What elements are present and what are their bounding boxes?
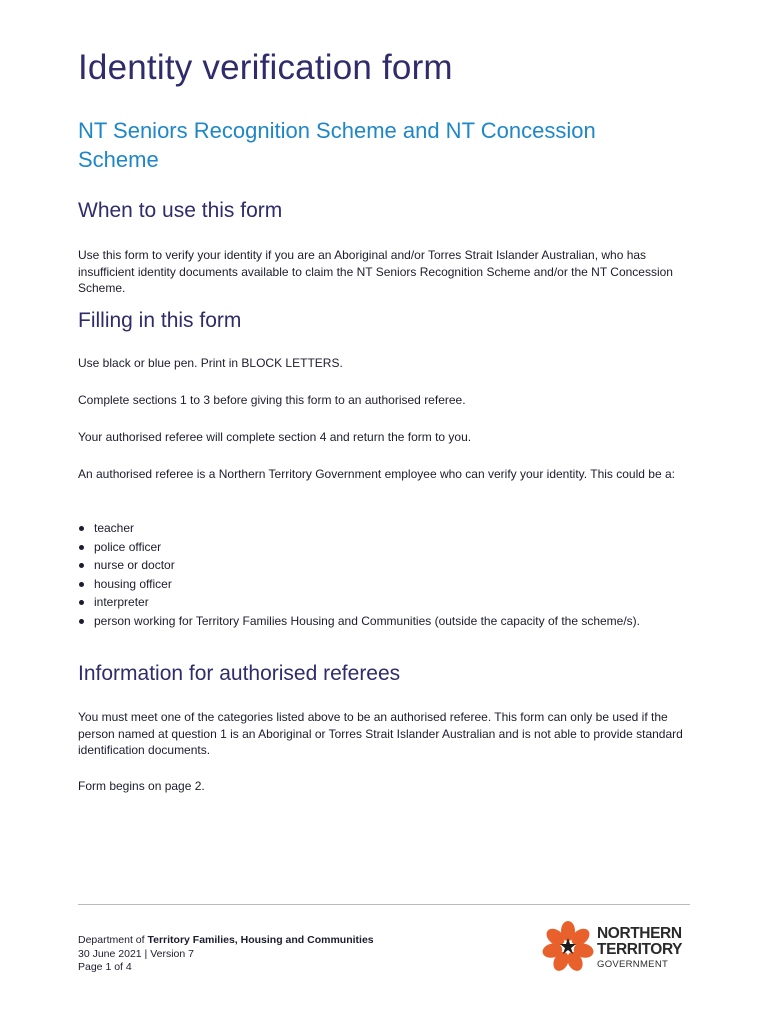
list-item <box>78 612 640 631</box>
list-item-text: housing officer <box>94 576 172 591</box>
list-item-text: teacher <box>94 521 135 535</box>
page-subtitle: NT Seniors Recognition Scheme and NT Concession Scheme <box>78 118 596 172</box>
footer-department <box>78 934 374 948</box>
referees-p1: You must meet one of the categories listed above to be an authorised referee. This form can only be used if the person named at question 1 is an Aboriginal or Torres Strait Islander Australian and is not able to provide standard identification documents. <box>78 710 683 757</box>
when-body: Use this form to verify your identity if you are an Aboriginal and/or Torres Strait Islander Australian, who has insufficient identity documents available to claim the NT Seniors Recognition Scheme and/or the NT Concession Scheme. <box>78 248 673 295</box>
footer-date-version: 30 June 2021 | Version 7 <box>78 947 194 960</box>
footer-page-number: Page 1 of 4 <box>78 961 132 973</box>
bullet-icon <box>79 545 84 550</box>
list-item <box>78 556 640 575</box>
logo-line-northern: NORTHERN <box>597 925 682 942</box>
page-title: Identity verification form <box>78 48 453 87</box>
desert-rose-icon <box>541 917 597 975</box>
list-item <box>78 593 640 612</box>
list-item <box>78 538 640 557</box>
list-item-text: nurse or doctor <box>94 558 175 572</box>
logo-line-government: GOVERNMENT <box>597 959 669 970</box>
referees-heading: Information for authorised referees <box>78 662 401 685</box>
list-item <box>78 575 640 594</box>
bullet-icon <box>79 619 84 624</box>
when-heading: When to use this form <box>78 199 283 222</box>
logo-line-territory: TERRITORY <box>597 941 683 958</box>
footer-department-prefix: Department of <box>78 934 145 946</box>
filling-p3: Your authorised referee will complete section 4 and return the form to you. <box>78 430 472 444</box>
bullet-icon <box>79 582 84 587</box>
footer-department-name: Territory Families, Housing and Communities <box>147 934 374 946</box>
list-item-text: police officer <box>94 539 162 554</box>
referee-types-list <box>78 519 640 630</box>
referees-p2: Form begins on page 2. <box>78 779 205 793</box>
footer <box>78 934 374 975</box>
filling-heading: Filling in this form <box>78 309 242 332</box>
list-item <box>78 519 640 538</box>
logo-wordmark <box>597 926 682 971</box>
filling-p1: Use black or blue pen. Print in BLOCK LETTERS. <box>78 356 343 370</box>
nt-government-logo <box>541 917 693 975</box>
bullet-icon <box>79 563 84 568</box>
bullet-icon <box>79 600 84 605</box>
footer-divider <box>78 904 690 905</box>
filling-p2: Complete sections 1 to 3 before giving this form to an authorised referee. <box>78 393 466 407</box>
list-item-text: person working for Territory Families Housing and Communities (outside the capacity of the scheme/s). <box>94 613 641 628</box>
filling-p4: An authorised referee is a Northern Territory Government employee who can verify your identity. This could be a: <box>78 467 675 481</box>
list-item-text: interpreter <box>94 595 149 609</box>
bullet-icon <box>79 526 84 531</box>
